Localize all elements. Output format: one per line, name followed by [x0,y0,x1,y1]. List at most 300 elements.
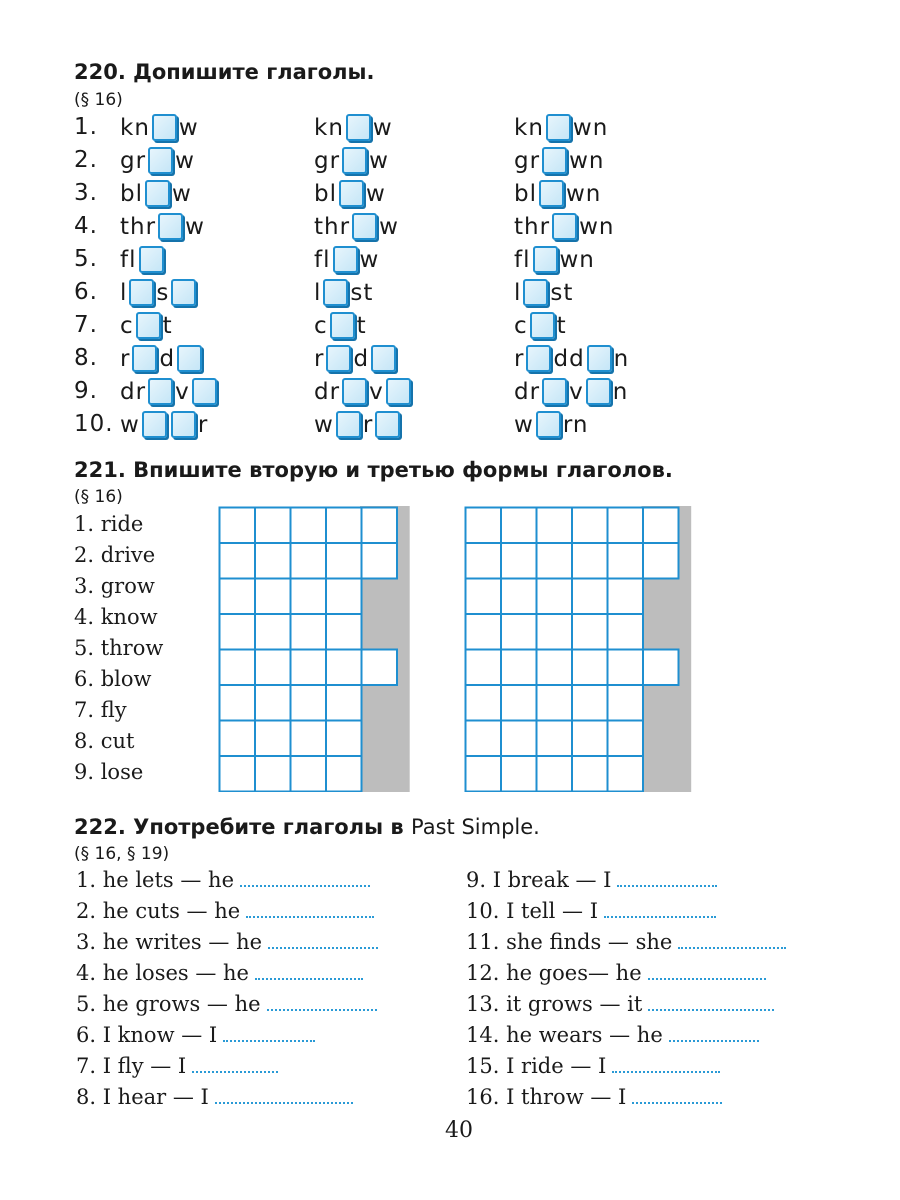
verb-form-cell [314,279,373,306]
letter-box[interactable] [552,213,577,240]
letter-box[interactable] [371,345,396,372]
exercise-222-item [466,992,774,1016]
grid-cell[interactable] [501,543,537,579]
verb-prompt: 4. he loses — he [76,961,249,985]
grid-cell[interactable] [608,721,644,757]
verb-form-cell [314,114,393,141]
row-number: 1. [74,114,98,140]
verb-form-cell [514,411,588,438]
grid-cell[interactable] [608,614,644,650]
grid-cell[interactable] [501,756,537,792]
letter-box[interactable] [139,246,164,273]
list-item: 7. fly [74,698,127,722]
grid-cell[interactable] [255,543,291,579]
row-number: 8. [74,345,98,371]
exercise-222-title-tense: Past Simple. [411,815,540,839]
verb-form-cell [514,345,629,372]
grid-cell[interactable] [326,792,362,793]
grid-cell[interactable] [220,614,256,650]
exercise-220-row [74,213,874,246]
grid-cell[interactable] [608,650,644,686]
verb-fragment: r [120,345,131,372]
grid-cell[interactable] [255,685,291,721]
verb-fragment: wn [569,147,605,174]
verb-fragment: w [514,411,534,438]
letter-box[interactable] [333,246,358,273]
verb-fragment: gr [514,147,541,174]
answer-line[interactable] [648,962,766,980]
list-item: 9. lose [74,760,144,784]
verb-form-cell [514,213,614,240]
row-number: 2. [74,147,98,173]
verb-prompt: 12. he goes— he [466,961,642,985]
letter-box[interactable] [342,147,367,174]
verb-fragment: l [314,279,322,306]
exercise-222-title [74,815,540,839]
letter-box[interactable] [129,279,154,306]
exercise-222-title-bold: 222. Употребите глаголы в [74,815,404,839]
grid-cell[interactable] [572,792,608,793]
verb-fragment: bl [514,180,537,207]
exercise-220-ref: (§ 16) [74,90,123,110]
verb-fragment: wn [559,246,595,273]
verb-fragment: d [159,345,176,372]
verb-fragment: r [314,345,325,372]
grid-cell[interactable] [537,508,573,544]
grid-cell[interactable] [501,650,537,686]
grid-cell[interactable] [608,685,644,721]
answer-line[interactable] [612,1055,720,1073]
grid-cell[interactable] [220,685,256,721]
letter-box[interactable] [539,180,564,207]
verb-fragment: t [356,312,367,339]
verb-fragment: l [514,279,522,306]
grid-cell[interactable] [466,685,502,721]
verb-form-cell [314,213,399,240]
page-number: 40 [445,1118,473,1143]
grid-cell[interactable] [466,721,502,757]
verb-fragment: wn [572,114,609,141]
row-number: 10. [74,411,114,437]
answer-line[interactable] [648,993,774,1011]
verb-fragment: v [369,378,384,405]
verb-form-cell [120,378,219,405]
letter-box[interactable] [526,345,551,372]
letter-box[interactable] [152,114,177,141]
list-item: 5. throw [74,636,164,660]
answer-line[interactable] [669,1024,759,1042]
verb-prompt: 13. it grows — it [466,992,643,1016]
exercise-222-item [76,868,370,892]
verb-fragment: dr [120,378,147,405]
row-number: 4. [74,213,98,239]
answer-line[interactable] [632,1086,722,1104]
grid-cell[interactable] [220,721,256,757]
grid-cell[interactable] [362,650,398,686]
verb-form-cell [120,180,192,207]
verb-fragment: w [172,180,192,207]
exercise-222-item [76,1054,278,1078]
row-number: 5. [74,246,98,272]
letter-box[interactable] [339,180,364,207]
verb-prompt: 14. he wears — he [466,1023,663,1047]
answer-line[interactable] [215,1086,353,1104]
grid-cell[interactable] [291,721,327,757]
verb-form-cell [514,279,573,306]
verb-fragment: fl [514,246,531,273]
grid-cell[interactable] [220,756,256,792]
exercise-222-item [76,930,378,954]
exercise-222-item [466,1085,722,1109]
letter-box[interactable] [546,114,571,141]
grid-cell[interactable] [608,508,644,544]
verb-fragment: w [366,180,386,207]
verb-form-cell [514,246,595,273]
verb-fragment: w [372,114,393,141]
exercise-221-title: 221. Впишите вторую и третью формы глаголов. [74,458,673,482]
grid-cell[interactable] [255,792,291,793]
letter-box[interactable] [542,147,567,174]
verb-fragment: gr [120,147,147,174]
grid-cell[interactable] [572,543,608,579]
list-item: 1. ride [74,512,144,536]
verb-fragment: rn [562,411,589,438]
verb-fragment: dd [553,345,585,372]
verb-form-cell [120,147,195,174]
exercise-220-row [74,180,874,213]
grid-cell[interactable] [291,508,327,544]
answer-line[interactable] [240,869,370,887]
verb-fragment: r [362,411,374,438]
verb-fragment: w [185,213,205,240]
exercise-222-item [466,1054,720,1078]
grid-cell[interactable] [466,650,502,686]
grid-cell[interactable] [572,756,608,792]
grid-cell[interactable] [537,721,573,757]
letter-box[interactable] [386,378,411,405]
exercise-222-item [76,899,374,923]
grid-cell[interactable] [291,650,327,686]
verb-prompt: 16. I throw — I [466,1085,627,1109]
answer-line[interactable] [255,962,363,980]
answer-line[interactable] [268,931,378,949]
grid-cell[interactable] [537,685,573,721]
third-form-grid[interactable] [464,506,704,792]
verb-fragment: w [120,411,140,438]
grid-cell[interactable] [643,508,679,544]
verb-fragment: wn [579,213,615,240]
grid-cell[interactable] [466,756,502,792]
verb-fragment: n [612,378,629,405]
grid-cell[interactable] [608,579,644,615]
verb-form-cell [314,378,413,405]
letter-box[interactable] [336,411,361,438]
verb-form-cell [314,180,386,207]
grid-cell[interactable] [608,543,644,579]
verb-fragment: w [314,411,334,438]
letter-box[interactable] [533,246,558,273]
letter-box[interactable] [352,213,377,240]
letter-box[interactable] [536,411,561,438]
verb-form-cell [514,312,567,339]
grid-cell[interactable] [326,685,362,721]
letter-box[interactable] [136,312,161,339]
grid-cell[interactable] [362,543,398,579]
grid-cell[interactable] [220,650,256,686]
letter-box[interactable] [530,312,555,339]
verb-prompt: 5. he grows — he [76,992,261,1016]
verb-prompt: 7. I fly — I [76,1054,187,1078]
verb-fragment: st [350,279,374,306]
grid-cell[interactable] [255,508,291,544]
letter-box[interactable] [342,378,367,405]
answer-line[interactable] [267,993,377,1011]
exercise-221-verb-list [74,512,163,791]
grid-cell[interactable] [501,614,537,650]
exercise-222-item [76,1085,353,1109]
grid-cell[interactable] [608,792,644,793]
letter-box[interactable] [158,213,183,240]
letter-box[interactable] [171,279,196,306]
verb-fragment: c [120,312,134,339]
verb-fragment: w [369,147,389,174]
answer-line[interactable] [617,869,717,887]
letter-box[interactable] [132,345,157,372]
grid-cell[interactable] [362,508,398,544]
letter-box[interactable] [171,411,196,438]
verb-form-cell [514,147,604,174]
row-number: 9. [74,378,98,404]
grid-cell[interactable] [466,543,502,579]
letter-box[interactable] [587,345,612,372]
letter-box[interactable] [148,147,173,174]
grid-cell[interactable] [291,614,327,650]
verb-fragment: fl [120,246,137,273]
verb-prompt: 2. he cuts — he [76,899,241,923]
grid-cell[interactable] [572,579,608,615]
grid-cell[interactable] [501,721,537,757]
exercise-220-row [74,279,874,312]
row-number: 3. [74,180,98,206]
verb-fragment: bl [314,180,337,207]
verb-fragment: w [379,213,399,240]
verb-fragment: fl [314,246,331,273]
exercise-222-ref: (§ 16, § 19) [74,844,170,864]
verb-form-cell [314,312,367,339]
grid-cell[interactable] [537,650,573,686]
verb-fragment: d [353,345,370,372]
letter-box[interactable] [192,378,217,405]
grid-cell[interactable] [291,579,327,615]
exercise-220-row [74,345,874,378]
exercise-222-item [76,961,363,985]
grid-cell[interactable] [255,756,291,792]
grid-cell[interactable] [572,685,608,721]
grid-cell[interactable] [572,650,608,686]
exercise-222-item [76,1023,315,1047]
exercise-222-item [466,868,717,892]
verb-fragment: t [556,312,567,339]
list-item: 4. know [74,605,158,629]
grid-cell[interactable] [572,508,608,544]
grid-cell[interactable] [466,508,502,544]
answer-line[interactable] [604,900,716,918]
verb-form-cell [514,114,608,141]
letter-box[interactable] [177,345,202,372]
verb-prompt: 8. I hear — I [76,1085,209,1109]
answer-line[interactable] [246,900,374,918]
grid-cell[interactable] [220,508,256,544]
exercise-221-ref: (§ 16) [74,487,123,507]
grid-cell[interactable] [501,685,537,721]
verb-fragment: w [359,246,380,273]
verb-form-cell [514,180,601,207]
verb-fragment: l [120,279,128,306]
answer-line[interactable] [192,1055,278,1073]
exercise-220-row [74,411,874,444]
list-item: 8. cut [74,729,135,753]
verb-fragment: thr [120,213,157,240]
verb-fragment: c [314,312,328,339]
grid-cell[interactable] [537,579,573,615]
grid-cell[interactable] [326,756,362,792]
grid-cell[interactable] [501,792,537,793]
verb-fragment: bl [120,180,143,207]
letter-box[interactable] [523,279,548,306]
letter-box[interactable] [326,345,351,372]
letter-box[interactable] [346,114,371,141]
grid-cell[interactable] [291,756,327,792]
exercise-220-row [74,378,874,411]
verb-form-cell [120,246,166,273]
verb-prompt: 11. she finds — she [466,930,673,954]
exercise-222-item [76,992,377,1016]
grid-cell[interactable] [466,579,502,615]
grid-cell[interactable] [220,792,256,793]
grid-cell[interactable] [537,543,573,579]
letter-box[interactable] [323,279,348,306]
grid-cell[interactable] [220,543,256,579]
grid-cell[interactable] [537,792,573,793]
verb-form-cell [314,246,379,273]
verb-fragment: dr [314,378,341,405]
verb-fragment: w [175,147,195,174]
grid-cell[interactable] [466,614,502,650]
letter-box[interactable] [542,378,567,405]
grid-cell[interactable] [501,579,537,615]
grid-cell[interactable] [326,543,362,579]
verb-form-cell [120,345,204,372]
grid-cell[interactable] [572,721,608,757]
grid-cell[interactable] [326,614,362,650]
verb-fragment: t [162,312,173,339]
exercise-220-row [74,312,874,345]
grid-cell[interactable] [326,579,362,615]
letter-box[interactable] [375,411,400,438]
exercise-220-row [74,114,874,147]
exercise-220-row [74,147,874,180]
verb-form-cell [120,279,198,306]
verb-fragment: st [550,279,574,306]
letter-box[interactable] [148,378,173,405]
row-number: 7. [74,312,98,338]
grid-cell[interactable] [608,756,644,792]
list-item: 2. drive [74,543,156,567]
verb-prompt: 3. he writes — he [76,930,263,954]
verb-form-cell [314,345,398,372]
exercise-222-item [466,1023,759,1047]
answer-line[interactable] [678,931,786,949]
second-form-grid[interactable] [218,506,418,792]
verb-fragment: r [197,411,209,438]
grid-cell[interactable] [537,614,573,650]
exercise-222-item [466,961,766,985]
grid-cell[interactable] [326,650,362,686]
grid-cell[interactable] [255,579,291,615]
verb-prompt: 6. I know — I [76,1023,218,1047]
grid-cell[interactable] [291,792,327,793]
grid-cell[interactable] [291,685,327,721]
grid-cell[interactable] [643,543,679,579]
verb-fragment: thr [314,213,351,240]
letter-box[interactable] [330,312,355,339]
verb-fragment: kn [514,114,544,141]
grid-cell[interactable] [466,792,502,793]
verb-form-cell [120,114,199,141]
verb-fragment: v [569,378,584,405]
row-number: 6. [74,279,98,305]
letter-box[interactable] [145,180,170,207]
grid-cell[interactable] [291,543,327,579]
exercise-220-row [74,246,874,279]
verb-prompt: 1. he lets — he [76,868,235,892]
letter-box[interactable] [142,411,167,438]
grid-cell[interactable] [255,614,291,650]
verb-fragment: r [514,345,525,372]
grid-cell[interactable] [501,508,537,544]
grid-cell[interactable] [326,508,362,544]
grid-cell[interactable] [643,650,679,686]
exercise-220-title: 220. Допишите глаголы. [74,60,375,84]
verb-fragment: kn [314,114,344,141]
verb-fragment: thr [514,213,551,240]
verb-form-cell [120,411,208,438]
verb-fragment: wn [566,180,602,207]
grid-cell[interactable] [537,756,573,792]
verb-form-cell [314,147,389,174]
grid-cell[interactable] [326,721,362,757]
verb-fragment: s [156,279,170,306]
verb-fragment: gr [314,147,341,174]
verb-form-cell [120,213,205,240]
verb-form-cell [120,312,173,339]
verb-prompt: 10. I tell — I [466,899,598,923]
verb-fragment: kn [120,114,150,141]
verb-form-cell [314,411,402,438]
verb-prompt: 15. I ride — I [466,1054,607,1078]
grid-cell[interactable] [255,650,291,686]
letter-box[interactable] [586,378,611,405]
grid-cell[interactable] [572,614,608,650]
verb-fragment: c [514,312,528,339]
verb-prompt: 9. I break — I [466,868,612,892]
grid-cell[interactable] [255,721,291,757]
grid-cell[interactable] [220,579,256,615]
exercise-222-item [466,899,716,923]
answer-line[interactable] [223,1024,315,1042]
verb-form-cell [514,378,628,405]
verb-fragment: dr [514,378,541,405]
